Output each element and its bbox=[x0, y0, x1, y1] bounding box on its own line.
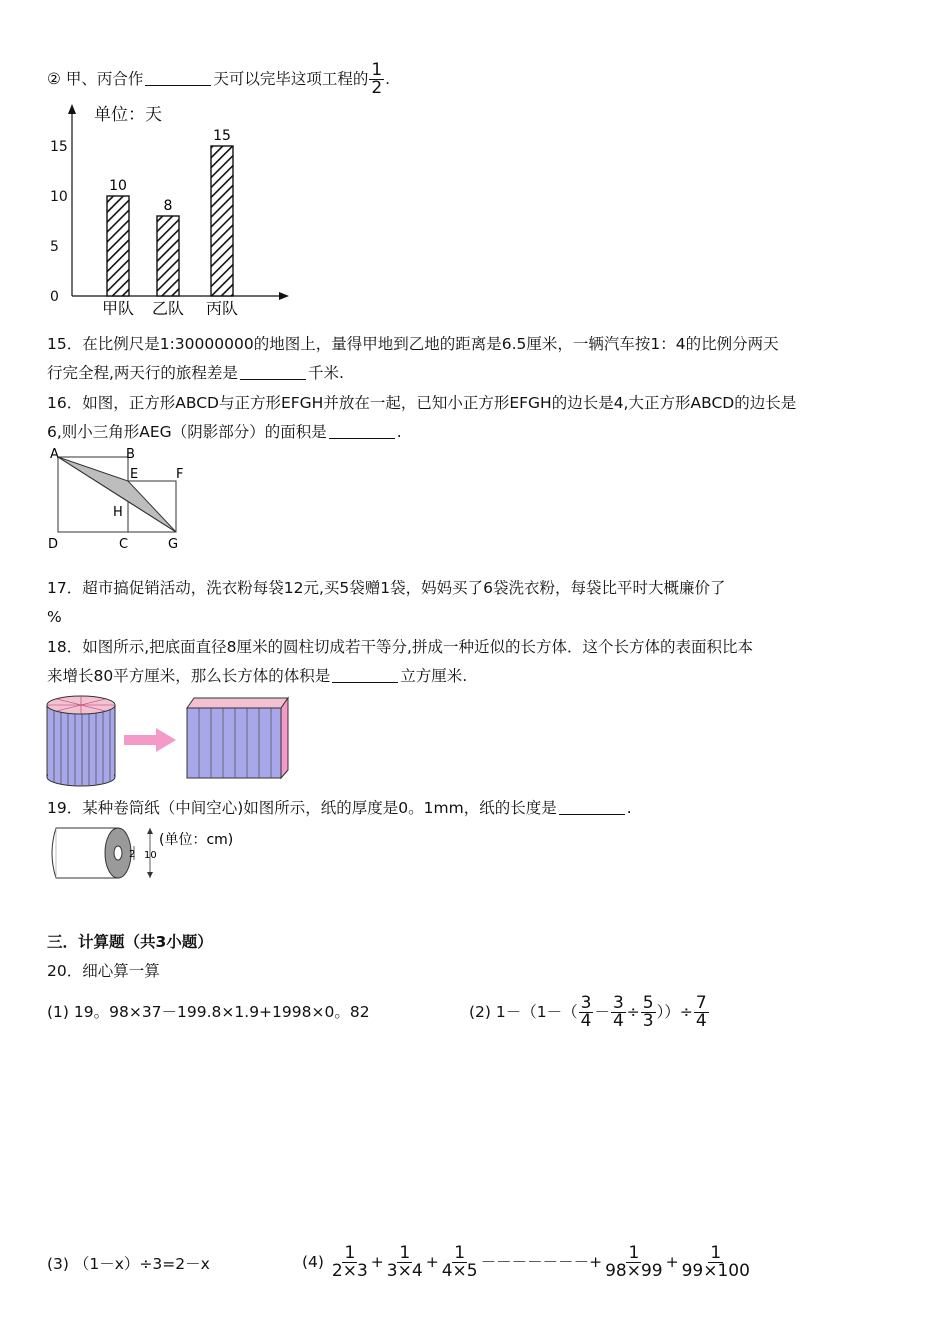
svg-text:H: H bbox=[113, 505, 123, 520]
question-17: 17．超市搞促销活动，洗衣粉每袋12元,买5袋赠1袋，妈妈买了6袋洗衣粉，每袋比平时大概廉价了 bbox=[47, 579, 726, 597]
fraction: $\frac{1}{2}$ bbox=[371, 60, 383, 98]
svg-text:F: F bbox=[176, 467, 184, 482]
cylinder bbox=[47, 696, 115, 786]
svg-text:(单位：cm): (单位：cm) bbox=[159, 832, 234, 848]
y-axis-label: 单位：天 bbox=[94, 105, 162, 125]
calc-2: (2) 1－（1－（ $\frac{3}{4}$ － $\frac{3}{4}$ ÷ $\frac{5}{3}$ ））÷ $\frac{7}{4}$ bbox=[469, 993, 707, 1031]
answer-blank[interactable] bbox=[329, 422, 395, 439]
bar-value-label: 8 bbox=[163, 198, 173, 214]
bar-丙队 bbox=[211, 146, 233, 296]
question-16: 16．如图，正方形ABCD与正方形EFGH并放在一起，已知小正方形EFGH的边长是4,大正方形ABCD的边长是 bbox=[47, 394, 797, 412]
cylinder-to-cuboid-diagram bbox=[44, 690, 304, 790]
section-3-title: 三．计算题（共3小题） bbox=[47, 933, 213, 951]
question-16-line2: 6,则小三角形AEG（阴影部分）的面积是 . bbox=[47, 423, 402, 441]
calc-1: (1) 19。98×37－199.8×1.9+1998×0。82 bbox=[47, 1003, 370, 1021]
bar-chart bbox=[40, 100, 300, 315]
right-arrow bbox=[124, 728, 176, 752]
x-tick-label: 乙队 bbox=[151, 299, 185, 315]
calc-4: (4) $\frac{1}{2\times 3}$ + $\frac{1}{3\times 4}$ + $\frac{1}{4\times 5}$ －－－－－－－+ $\frac{1}{98\times 99}$ + $\frac{1}{99\times 100}$ bbox=[302, 1243, 750, 1281]
svg-text:D: D bbox=[48, 537, 59, 552]
x-tick-label: 甲队 bbox=[101, 299, 135, 315]
y-axis-arrow bbox=[68, 104, 76, 114]
svg-text:G: G bbox=[168, 537, 179, 552]
calc-3: (3) （1－x）÷3=2－x bbox=[47, 1255, 210, 1273]
answer-blank[interactable] bbox=[332, 666, 398, 683]
y-tick-label: 15 bbox=[50, 139, 68, 155]
y-tick-label: 5 bbox=[50, 239, 59, 255]
y-tick-label: 10 bbox=[50, 189, 68, 205]
question-15: 15．在比例尺是1:30000000的地图上，量得甲地到乙地的距离是6.5厘米，一辆汽车按1：4的比例分两天 bbox=[47, 335, 779, 353]
svg-text:A: A bbox=[50, 447, 59, 462]
answer-blank[interactable] bbox=[240, 363, 306, 380]
x-tick-label: 丙队 bbox=[205, 299, 239, 315]
svg-text:2: 2 bbox=[129, 849, 136, 860]
bar-value-label: 15 bbox=[213, 128, 231, 144]
svg-text:E: E bbox=[130, 467, 139, 482]
question-18-line2: 来增长80平方厘米，那么长方体的体积是 立方厘米. bbox=[47, 667, 468, 685]
cuboid bbox=[187, 698, 288, 778]
paper-roll-diagram bbox=[44, 822, 264, 884]
x-axis-arrow bbox=[279, 292, 289, 300]
answer-blank[interactable] bbox=[145, 69, 211, 86]
bar-value-label: 10 bbox=[109, 178, 127, 194]
question-19: 19．某种卷筒纸（中间空心)如图所示，纸的厚度是0。1mm，纸的长度是 . bbox=[47, 799, 632, 817]
svg-text:10: 10 bbox=[144, 850, 157, 861]
svg-text:C: C bbox=[119, 537, 129, 552]
question-15-line2: 行完全程,两天行的旅程差是 千米. bbox=[47, 364, 344, 382]
question-17-line2: % bbox=[47, 608, 62, 626]
q14-part2: ② 甲、丙合作 天可以完毕这项工程的 $\frac{1}{2}$ . bbox=[47, 60, 391, 98]
svg-text:B: B bbox=[126, 447, 135, 462]
squares-diagram bbox=[44, 444, 204, 554]
answer-blank[interactable] bbox=[559, 798, 625, 815]
question-18: 18．如图所示,把底面直径8厘米的圆柱切成若干等分,拼成一种近似的长方体．这个长方体的表面积比本 bbox=[47, 638, 753, 656]
y-tick-label: 0 bbox=[50, 289, 59, 305]
bar-甲队 bbox=[107, 196, 129, 296]
question-20: 20．细心算一算 bbox=[47, 962, 160, 980]
bar-乙队 bbox=[157, 216, 179, 296]
